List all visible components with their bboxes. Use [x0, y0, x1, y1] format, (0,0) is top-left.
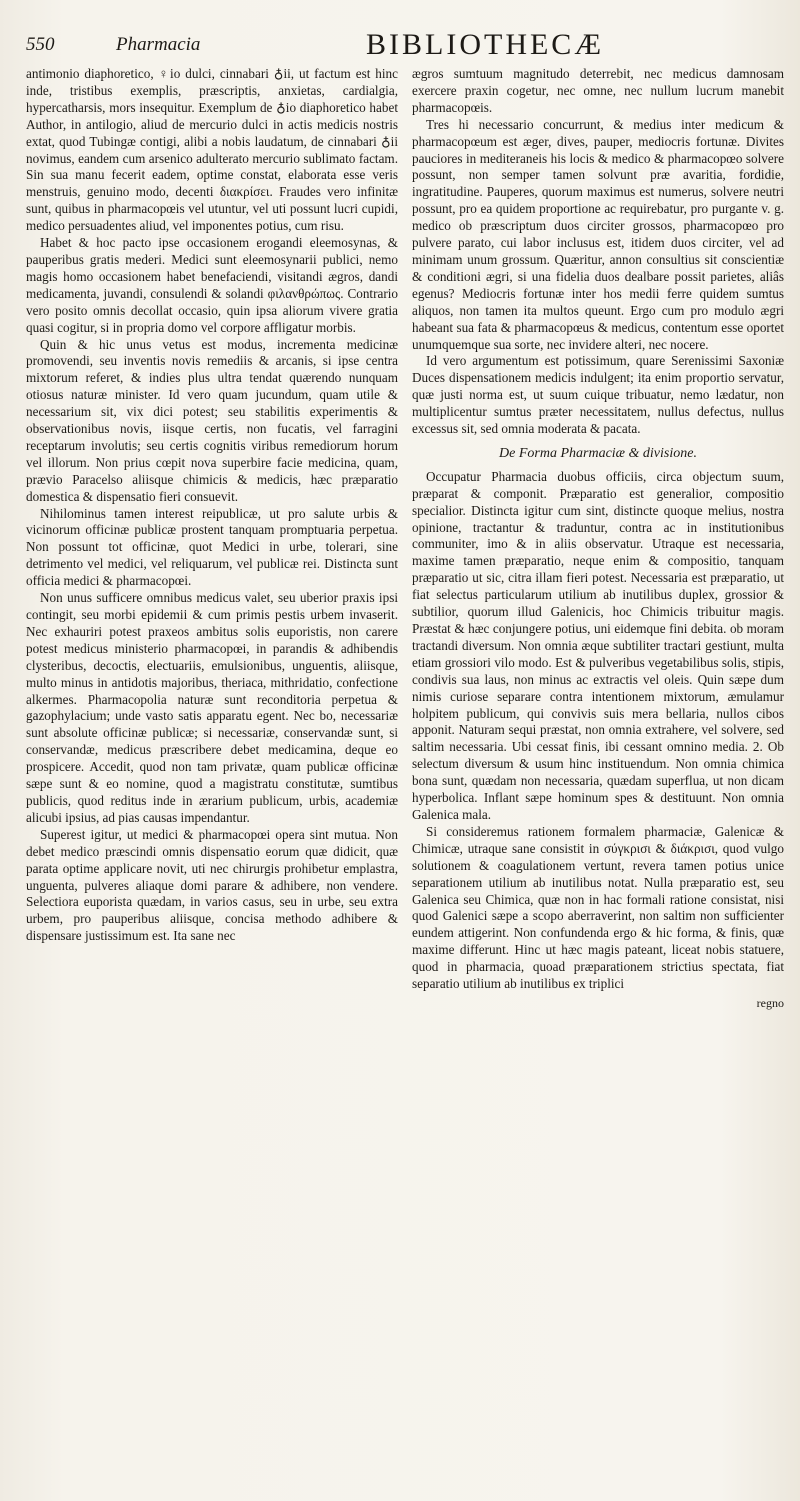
paragraph: Tres hi necessario concurrunt, & medius inter medicum & pharmacopœum est æger, dives, pauper, mediocris fortunæ. Divites pauciores in mediteraneis his locis & medico & pharmacopœo solvere possunt, non semper tamen solvunt præ avaritia, fordidie, ingratitudine. Pauperes, quorum maximus est numerus, solvere neutri possunt, pro ea quidem proportione ac requirebatur, pro purgante v. g. medico ob præscriptum duos circiter grossos, pharmacopœo pro pulvere parato, cui labor inclusus est, itidem duos circiter, vel ad minimam unum grossum. Quæritur, annon consultius sit conscientiæ & conditioni ægri, si una fidelia duos dealbare possit parietes, aliâs egenus? Mediocris fortunæ inter hos medii ferre quidem sumtus aliquos, non tamen ita multos queunt. Ergo cum pro modulo ægri habeant sua fata & pharmacopœus & medicus, contentum esse oportet unumquemque sua sorte, nec invidere alteri, nec nocere. — [412, 116, 784, 352]
paragraph: Non unus sufficere omnibus medicus valet, seu uberior praxis ipsi contingit, seu morbi epidemii & cum primis pestis urbem invaserit. Nec exhauriri potest praxeos ambitus solis euporistis, non carere potest medicus ministerio pharmacopœi, in parandis & adhibendis clysteribus, decoctis, electuariis, emulsionibus, unguentis, aliisque, multo minus in antidotis majoribus, theriaca, mithridatio, confectione alkermes. Pharmacopolia naturæ sunt reconditoria perpetua & gazophylacium; unde vasto satis apparatu egent. Nec bo, necessariæ sunt absolute officinæ publicæ; si necessariæ, conservandæ sunt, si conservandæ, medicus præscribere debet medicamina, deque eo prospicere. Accedit, quod non tam privatæ, quam publicæ officinæ sæpe sunt & eo nomine, quod a magistratu constitutæ, sumtibus publicis, quod reditus inde in ærarium publicum, urbis, academiæ alicubi ipsius, ad pias causas impendantur. — [26, 590, 398, 825]
paragraph: Id vero argumentum est potissimum, quare Serenissimi Saxoniæ Duces dispensationem medicis indulgent; ita enim proportio servatur, quæ justi norma est, ut suum cuique tribuatur, nemo lædatur, non multiplicentur sumtus præter necessitatem, nullus defectus, nullus excessus sit, sed omnia moderata & pacata. — [412, 353, 784, 437]
paragraph: Quin & hic unus vetus est modus, incrementa medicinæ promovendi, seu inventis novis remediis & arcanis, si ipse centra mixtorum referet, & indies plus ultra tendat quærendo nunquam otiosus naturæ minister. Id vero quam jucundum, quam utile & necessarium sit, vix dici potest; seu stabilitis experimentis & observationibus novis, iisque certis, non fucatis, vel farragini receptarum involutis; seu certis cognitis viribus remediorum horum vel illorum. Non prius cœpit nova superbire facie medicina, quam, prævio Paracelso aliisque chimicis & medicis, hæc præparatio domestica & dispensatio fieri consuevit. — [26, 336, 398, 504]
text-columns — [26, 66, 784, 1012]
paragraph: Superest igitur, ut medici & pharmacopœi opera sint mutua. Non debet medico præscindi omnis dispensatio eorum quæ didicit, quæ parata optime applicare novit, uti nec chirurgis prohibetur emplastra, unguenta, pulveres aliaque domi parare & adhibere, non vendere. Selectiora euporista quædam, in varios casus, seu in urbe, seu extra urbem, pro pauperibus aliisque, concisa methodo adhibere & dispensare justissimum est. Ita sane nec — [26, 826, 398, 944]
paragraph: Nihilominus tamen interest reipublicæ, ut pro salute urbis & vicinorum officinæ publicæ prostent tanquam promptuaria perpetua. Non possunt tot officinæ, quot Medici in urbe, tolerari, sine detrimento vel medici, vel reliquarum, vel publicæ rei. Distincta sunt officia medici & pharmacopœi. — [26, 505, 398, 589]
running-head — [26, 28, 784, 62]
paragraph: ægros sumtuum magnitudo deterrebit, nec medicus damnosam exercere praxin cogetur, nec omne, nec nullum lucrum manebit pharmacopœis. — [412, 66, 784, 115]
running-title: Pharmacia — [116, 34, 201, 55]
paragraph: Occupatur Pharmacia duobus officiis, circa objectum suum, præparat & componit. Præparatio est generalior, compositio specialior. Distincta igitur cum sint, distincte quoque melius, nostra opinione, tractantur & traduntur, contra ac in institutionibus communiter, imo & in aliis observatur. Utraque est necessaria, maxime tamen præparatio, neque enim & compositio, tanquam præparatio ut sic, citra illam fieri potest. Necessaria est præparatio, ut fiat selectus particularum utilium ab inutilibus duplex, grossior & subtilior, quorum illud Galenicis, hoc Chimicis tribuitur magis. Præstat & hæc conjungere potius, uni eidemque fini debita. ob moram tractandi diversum. Non omnia æque subtiliter tractari gestiunt, multa etiam grossiori vilo modo. Est & pulveribus vegetabilibus solis, stipis, condivis sua laus, non minus ac extractis vel oleis. Quin sæpe dum nimis curiose separare contra intentionem mixtorum, æmulamur holpitem publicum, qui convivis suis mera bellaria, nullos cibos apponit. Naturam sequi præstat, non omnia extrahere, vel solvere, sed saltim necessaria. Ubi cessat finis, ibi cessant omnino media. 2. Ob selectum diversum & usum hinc instituendum. Non omnia chimica bona sunt, quædam non necessaria, quædam superflua, ut non dicam hyperbolica. Inflant sæpe hominum spes & destituunt. Non omnia Galenica mala. — [412, 468, 784, 822]
right-column — [412, 66, 784, 1012]
section-title: De Forma Pharmaciæ & divisione. — [499, 445, 697, 461]
catchword: regno — [756, 995, 784, 1010]
page-number: 550 — [26, 34, 55, 55]
paragraph: Habet & hoc pacto ipse occasionem erogandi eleemosynas, & pauperibus gratis mederi. Medici sunt eleemosynarii publici, nemo magis homo occasionem habet benefaciendi, visitandi ægros, dandi medicamenta, juvandi, consulendi & solandi φιλανθρώπως. Contrario vero posito omnis decollat occasio, quin ipsa aliorum vivere gratia quasi cogitur, si in propria domo vel corpore affligatur morbis. — [26, 235, 398, 335]
left-column — [26, 66, 398, 1012]
paragraph: Si consideremus rationem formalem pharmaciæ, Galenicæ & Chimicæ, utraque sane consistit in σύγκρισι & διάκρισι, quod vulgo solutionem & coagulationem vertunt, revera tamen potius unice separationem utilium ab inutilibus notat. Nulla præparatio est, seu Galenica seu Chimica, quæ non in hac formali ratione consistat, nisi quod Galenici sæpe a scopo aberraverint, non saltim non sufficienter eundem attigerint. Non confundenda ergo & hic forma, & finis, quæ maxime differunt. Hinc ut hæc magis pateant, liceat nobis statuere, quod in pharmacia, quoad præparationem strictius spectata, fiat separatio utilium ab inutilibus ex triplici — [412, 823, 784, 992]
section-heading: BIBLIOTHECÆ — [366, 28, 604, 61]
paragraph: antimonio diaphoretico, ♀io dulci, cinnabari ♁ii, ut factum est hinc inde, tristibus exemplis, præscriptis, anxietas, cardialgia, hypercatharsis, mors insequitur. Exemplum de ♁io diaphoretico habet Author, in antilogio, aliud de mercurio dulci in actis medicis nostris extat, quod Tubingæ contigi, alibi a nobis laudatum, de cinnabari ♁ii novimus, eandem cum arsenico adulterato mercurio sublimato factam. Sin sua manu fecerit eadem, optime constat, elaborata esse veris menstruis, genuino modo, decenti διακρίσει. Fraudes vero infinitæ sunt, quibus in pharmacopœis vel utuntur, vel uti possunt lucri cupidi, medico persuadentes aliud, vel imponentes potius, cum risu. — [26, 66, 398, 234]
